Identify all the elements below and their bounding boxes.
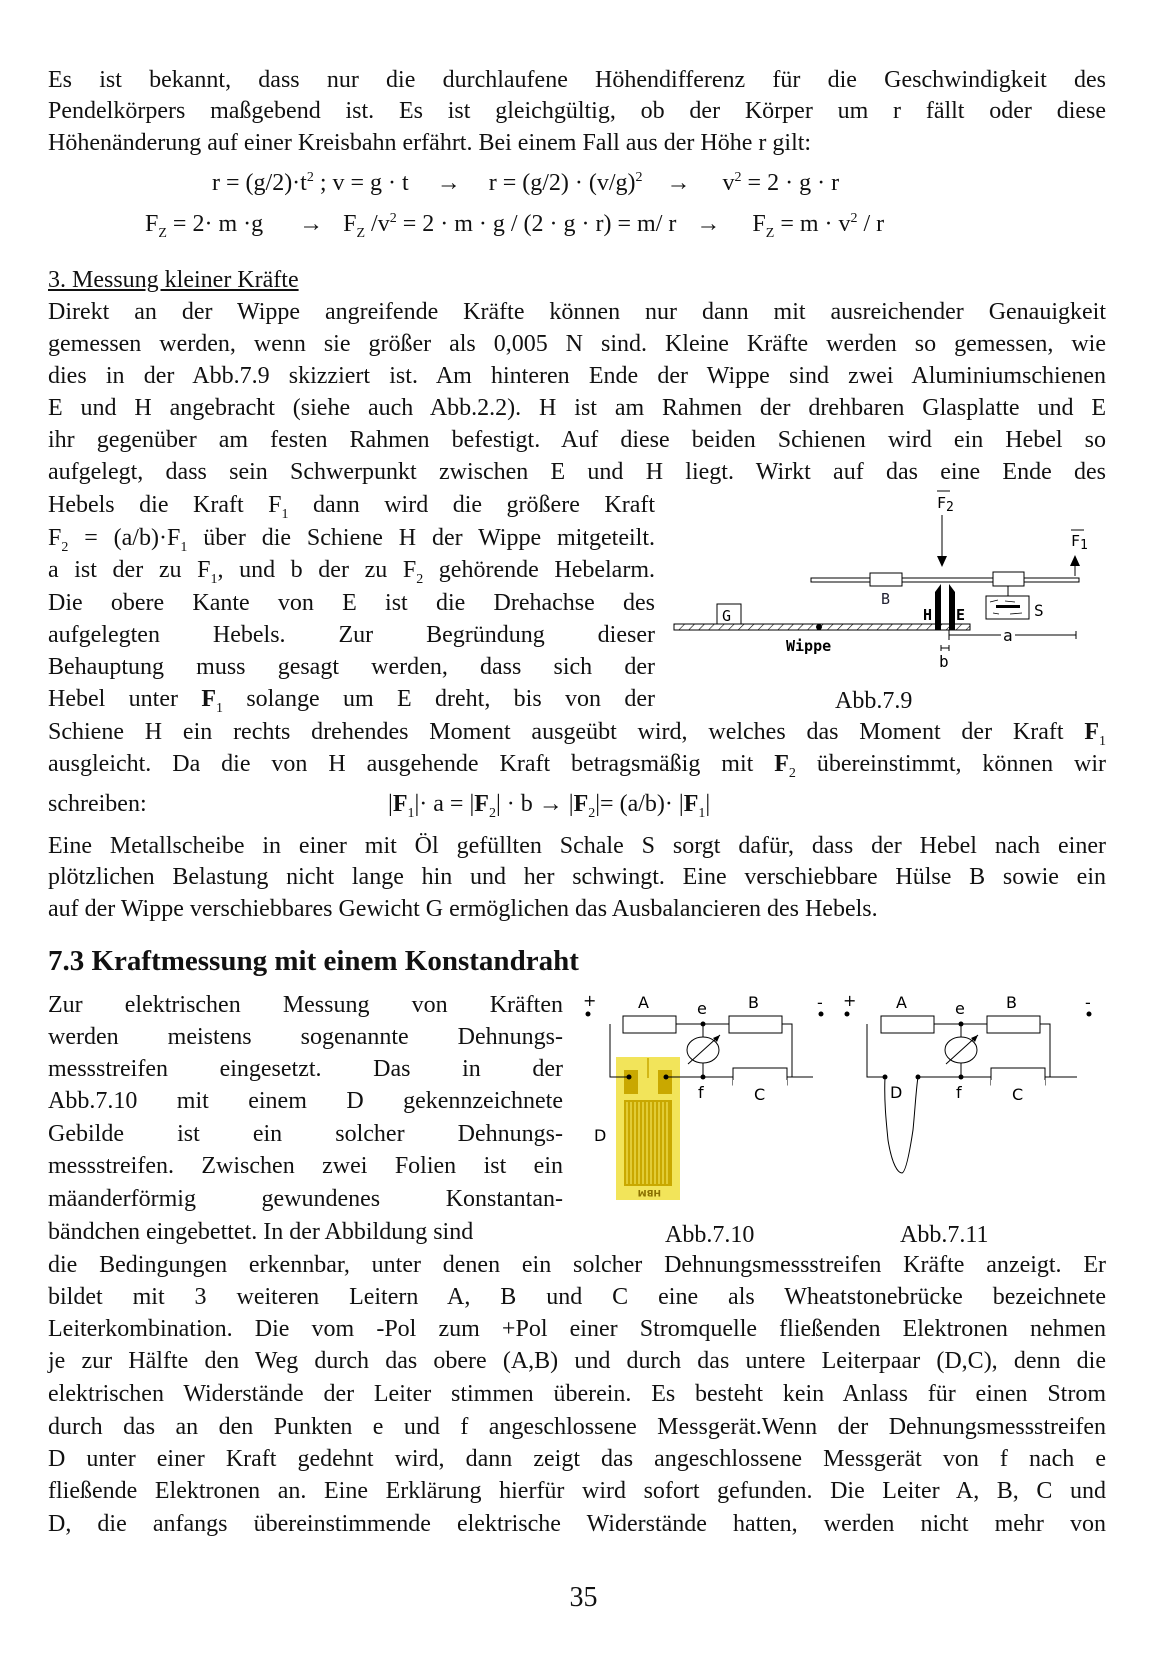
label-e: E <box>956 606 966 624</box>
text-line: bändchen eingebettet. In der Abbildung sind <box>48 1219 474 1245</box>
eq-part: / r <box>857 211 885 237</box>
label-f1 <box>1071 532 1088 553</box>
text-line: Behauptung muss gesagt werden, dass sich der <box>48 654 655 680</box>
subscript: 1 <box>1099 733 1106 749</box>
label-wippe: Wippe <box>786 637 832 655</box>
text-line: Pendelkörpers maßgebend ist. Es ist gleichgültig, ob der Körper um r fällt oder diese <box>48 98 1106 124</box>
text-line: die Bedingungen erkennbar, unter denen ein solcher Dehnungsmessstreifen Kräfte anzeigt. Er <box>48 1252 1106 1278</box>
damper-sleeve <box>993 572 1024 586</box>
figure-7-9 <box>660 480 1167 680</box>
eq-part: /v <box>365 211 390 237</box>
label-f: f <box>698 1083 704 1102</box>
text-line: Eine Metallscheibe in einer mit Öl gefüllten Schale S sorgt dafür, dass der Hebel nach einer <box>48 833 1106 859</box>
text-part: a ist der zu F <box>48 557 211 583</box>
eq-part: | · b → | <box>495 791 574 817</box>
section-heading: 7.3 Kraftmessung mit einem Konstandraht <box>48 945 579 977</box>
subscript: 2 <box>788 765 796 781</box>
gauge-pad-left <box>624 1070 638 1094</box>
plus-terminal <box>845 1012 850 1017</box>
eq-part: r = (g/2)·t <box>212 170 307 196</box>
node-f <box>701 1075 706 1080</box>
text-label: schreiben: <box>48 791 147 817</box>
bold-vector: F <box>392 791 408 817</box>
text-part: Hebel unter <box>48 686 202 712</box>
bold-vector: F <box>683 791 699 817</box>
label-f1-sub: 1 <box>1080 538 1088 553</box>
resistor-b <box>729 1016 782 1033</box>
resistor-a <box>881 1016 934 1033</box>
text-line: Höhenänderung auf einer Kreisbahn erfährt. Bei einem Fall aus der Höhe r gilt: <box>48 130 812 156</box>
text-line: plötzlichen Belastung nicht lange hin und her schwingt. Eine verschiebbare Hülse B sowie ein <box>48 864 1106 890</box>
bold-vector: F <box>1084 719 1099 745</box>
text-part: gehörende Hebelarm. <box>423 557 655 583</box>
page-number: 35 <box>569 1582 598 1613</box>
gauge-brand: HBM <box>637 1187 661 1197</box>
minus-terminal <box>1087 1012 1092 1017</box>
text-line <box>48 684 655 714</box>
bold-vector: F <box>474 791 489 817</box>
label-s: S <box>1034 601 1044 620</box>
arrow-icon: → <box>436 170 461 196</box>
junction-dot <box>627 1075 632 1080</box>
text-line: dies in der Abb.7.9 skizziert ist. Am hinteren Ende der Wippe sind zwei Aluminiumschienen <box>48 363 1106 389</box>
subscript: 1 <box>698 805 706 821</box>
eq-part: r = (g/2) · (v/g) <box>488 170 636 196</box>
label-a: A <box>896 993 907 1012</box>
text-part: ausgleicht. Da die von H ausgehende Kraft betragsmäßig mit <box>48 751 775 777</box>
label-f2-f: F <box>937 494 947 512</box>
label-d: D <box>890 1083 903 1102</box>
arrowhead-icon <box>1070 555 1080 566</box>
label-h: H <box>923 606 933 624</box>
subscript: 1 <box>215 700 223 716</box>
subscript: 1 <box>210 571 218 587</box>
arrowhead-icon <box>937 556 947 567</box>
text-line: messstreifen. Zwischen zwei Folien ist ein <box>48 1153 563 1179</box>
eq-sup: 2 <box>306 170 314 185</box>
text-line: auf der Wippe verschiebbares Gewicht G ermöglichen das Ausbalancieren des Hebels. <box>48 896 878 922</box>
text-line: D unter einer Kraft gedehnt wird, dann zeigt das angeschlossene Messgerät von f nach e <box>48 1446 1106 1472</box>
minus-terminal-label: - <box>1085 993 1091 1012</box>
arrow-icon: → <box>299 211 324 237</box>
text-part: F <box>48 525 62 551</box>
subscript: 1 <box>281 506 289 522</box>
subscript: 1 <box>407 805 415 821</box>
eq-sup: 2 <box>734 170 742 185</box>
eq-part: |= (a/b)· | <box>595 791 684 817</box>
text-line: aufgelegten Hebels. Zur Begründung dieser <box>48 622 655 648</box>
text-part: dann wird die größere Kraft <box>288 492 656 518</box>
subscript: 1 <box>180 539 188 555</box>
label-a: A <box>638 993 649 1012</box>
text-line <box>48 749 1106 779</box>
metal-disc <box>996 605 1020 608</box>
eq-part: | <box>705 791 711 817</box>
rail-h <box>935 584 941 630</box>
eq-part: F <box>752 211 766 237</box>
label-a: a <box>1003 626 1013 645</box>
minus-terminal-label: - <box>817 993 823 1012</box>
text-line: Direkt an der Wippe angreifende Kräfte können nur dann mit ausreichender Genauigkeit <box>48 299 1106 325</box>
equation-1 <box>212 168 839 198</box>
text-line: bildet mit 3 weiteren Leitern A, B und C eine als Wheatstonebrücke bezeichnete <box>48 1284 1106 1310</box>
label-f2-sub: 2 <box>946 500 954 515</box>
text-line: werden meistens sogenannte Dehnungs- <box>48 1024 563 1050</box>
figure-caption: Abb.7.10 <box>665 1222 755 1248</box>
label-f: f <box>956 1083 962 1102</box>
text-line: Zur elektrischen Messung von Kräften <box>48 992 563 1018</box>
gauge-pad-right <box>658 1070 672 1094</box>
eq-sup: 2 <box>850 211 858 226</box>
text-line: Abb.7.10 mit einem D gekennzeichnete <box>48 1088 563 1114</box>
eq-part: |· a = | <box>414 791 475 817</box>
resistor-a <box>623 1016 676 1033</box>
figure-7-11 <box>840 990 1110 1190</box>
eq-part: | <box>388 791 393 817</box>
arrow-icon: → <box>666 170 691 196</box>
bold-vector: F <box>774 751 789 777</box>
label-e: e <box>697 999 707 1018</box>
text-part: = (a/b)·F <box>68 525 181 551</box>
plus-terminal-label: + <box>583 991 597 1010</box>
text-line: fließende Elektronen an. Eine Erklärung hierfür wird sofort gefunden. Die Leiter A, B, C und <box>48 1478 1106 1504</box>
minus-terminal <box>819 1012 824 1017</box>
text-line: Leiterkombination. Die vom -Pol zum +Pol einer Stromquelle fließenden Elektronen nehmen <box>48 1316 1106 1342</box>
text-line <box>48 717 1106 747</box>
text-line: elektrischen Widerstände der Leiter stimmen überein. Es besteht kein Anlass für einen Strom <box>48 1381 1106 1407</box>
subscript: 2 <box>588 805 596 821</box>
bold-vector: F <box>573 791 589 817</box>
junction-dot <box>664 1075 669 1080</box>
text-line <box>48 490 655 520</box>
equation-2 <box>145 209 884 239</box>
bold-vector: F <box>201 686 216 712</box>
text-part: Hebels die Kraft F <box>48 492 282 518</box>
eq-sub: Z <box>765 225 775 241</box>
text-line: Die obere Kante von E ist die Drehachse des <box>48 590 655 616</box>
figure-caption: Abb.7.11 <box>900 1222 989 1248</box>
label-e: e <box>955 999 965 1018</box>
eq-part: v <box>722 170 735 196</box>
eq-part: ; v = g · t <box>313 170 409 196</box>
label-f2 <box>937 494 954 515</box>
section-heading: 3. Messung kleiner Kräfte <box>48 267 299 293</box>
label-b: B <box>1006 993 1017 1012</box>
text-part: übereinstimmt, können wir <box>795 751 1106 777</box>
text-line: mäanderförmig gewundenes Konstantan- <box>48 1186 563 1212</box>
text-line: aufgelegt, dass sein Schwerpunkt zwischen E und H liegt. Wirkt auf das eine Ende des <box>48 459 1106 485</box>
eq-part: F <box>343 211 357 237</box>
text-line: durch das an den Punkten e und f angeschlossene Messgerät.Wenn der Dehnungsmessstreifen <box>48 1414 1106 1440</box>
text-line: gemessen werden, wenn sie größer als 0,005 N sind. Kleine Kräfte werden so gemessen, wie <box>48 331 1106 357</box>
label-b-sleeve: B <box>881 590 891 608</box>
text-line: je zur Hälfte den Weg durch das obere (A,B) und durch das untere Leiterpaar (D,C), denn die <box>48 1348 1106 1374</box>
subscript: 2 <box>488 805 496 821</box>
label-c: C <box>754 1085 766 1104</box>
text-line <box>48 555 655 585</box>
eq-part: = 2· m ·g <box>166 211 264 237</box>
text-line: D, die anfangs übereinstimmende elektrische Widerstände hatten, werden nicht mehr von <box>48 1511 1106 1537</box>
label-f1-f: F <box>1071 532 1081 550</box>
eq-part: = m · v <box>774 211 851 237</box>
subscript: 2 <box>416 571 424 587</box>
figure-7-10 <box>580 990 840 1220</box>
subscript: 2 <box>61 539 69 555</box>
label-b-arm: b <box>939 652 949 671</box>
eq-part: F <box>145 211 159 237</box>
node-f <box>959 1075 964 1080</box>
figure-caption: Abb.7.9 <box>835 688 913 714</box>
resistor-b <box>987 1016 1040 1033</box>
rail-e <box>949 584 955 630</box>
label-c: C <box>1012 1085 1024 1104</box>
equation-lever <box>388 789 710 819</box>
eq-sup: 2 <box>635 170 643 185</box>
plus-terminal <box>586 1012 591 1017</box>
label-b: B <box>748 993 759 1012</box>
eq-sub: Z <box>356 225 366 241</box>
label-g: G <box>722 607 732 625</box>
text-part: solange um E dreht, bis von der <box>222 686 655 712</box>
eq-part: = 2 · g · r <box>741 170 840 196</box>
eq-sup: 2 <box>389 211 397 226</box>
text-part: über die Schiene H der Wippe mitgeteilt. <box>187 525 655 551</box>
text-line: E und H angebracht (siehe auch Abb.2.2). H ist am Rahmen der drehbaren Glasplatte und E <box>48 395 1106 421</box>
eq-part: = 2 · m · g / (2 · g · r) = m/ r <box>396 211 677 237</box>
text-line <box>48 523 655 553</box>
plus-terminal-label: + <box>843 991 857 1010</box>
lever-bar <box>811 578 1079 582</box>
sleeve-b <box>870 573 902 586</box>
text-line: messstreifen eingesetzt. Das in der <box>48 1056 563 1082</box>
arrow-icon: → <box>696 211 721 237</box>
label-d: D <box>594 1126 607 1145</box>
text-line: Gebilde ist ein solcher Dehnungs- <box>48 1121 563 1147</box>
pivot-point <box>816 624 822 630</box>
text-line: ihr gegenüber am festen Rahmen befestigt. Auf diese beiden Schienen wird ein Hebel so <box>48 427 1106 453</box>
text-line: Es ist bekannt, dass nur die durchlaufene Höhendifferenz für die Geschwindigkeit des <box>48 67 1106 93</box>
text-part: , und b der zu F <box>217 557 417 583</box>
eq-sub: Z <box>158 225 167 241</box>
text-part: Schiene H ein rechts drehendes Moment ausgeübt wird, welches das Moment der Kraft <box>48 719 1085 745</box>
